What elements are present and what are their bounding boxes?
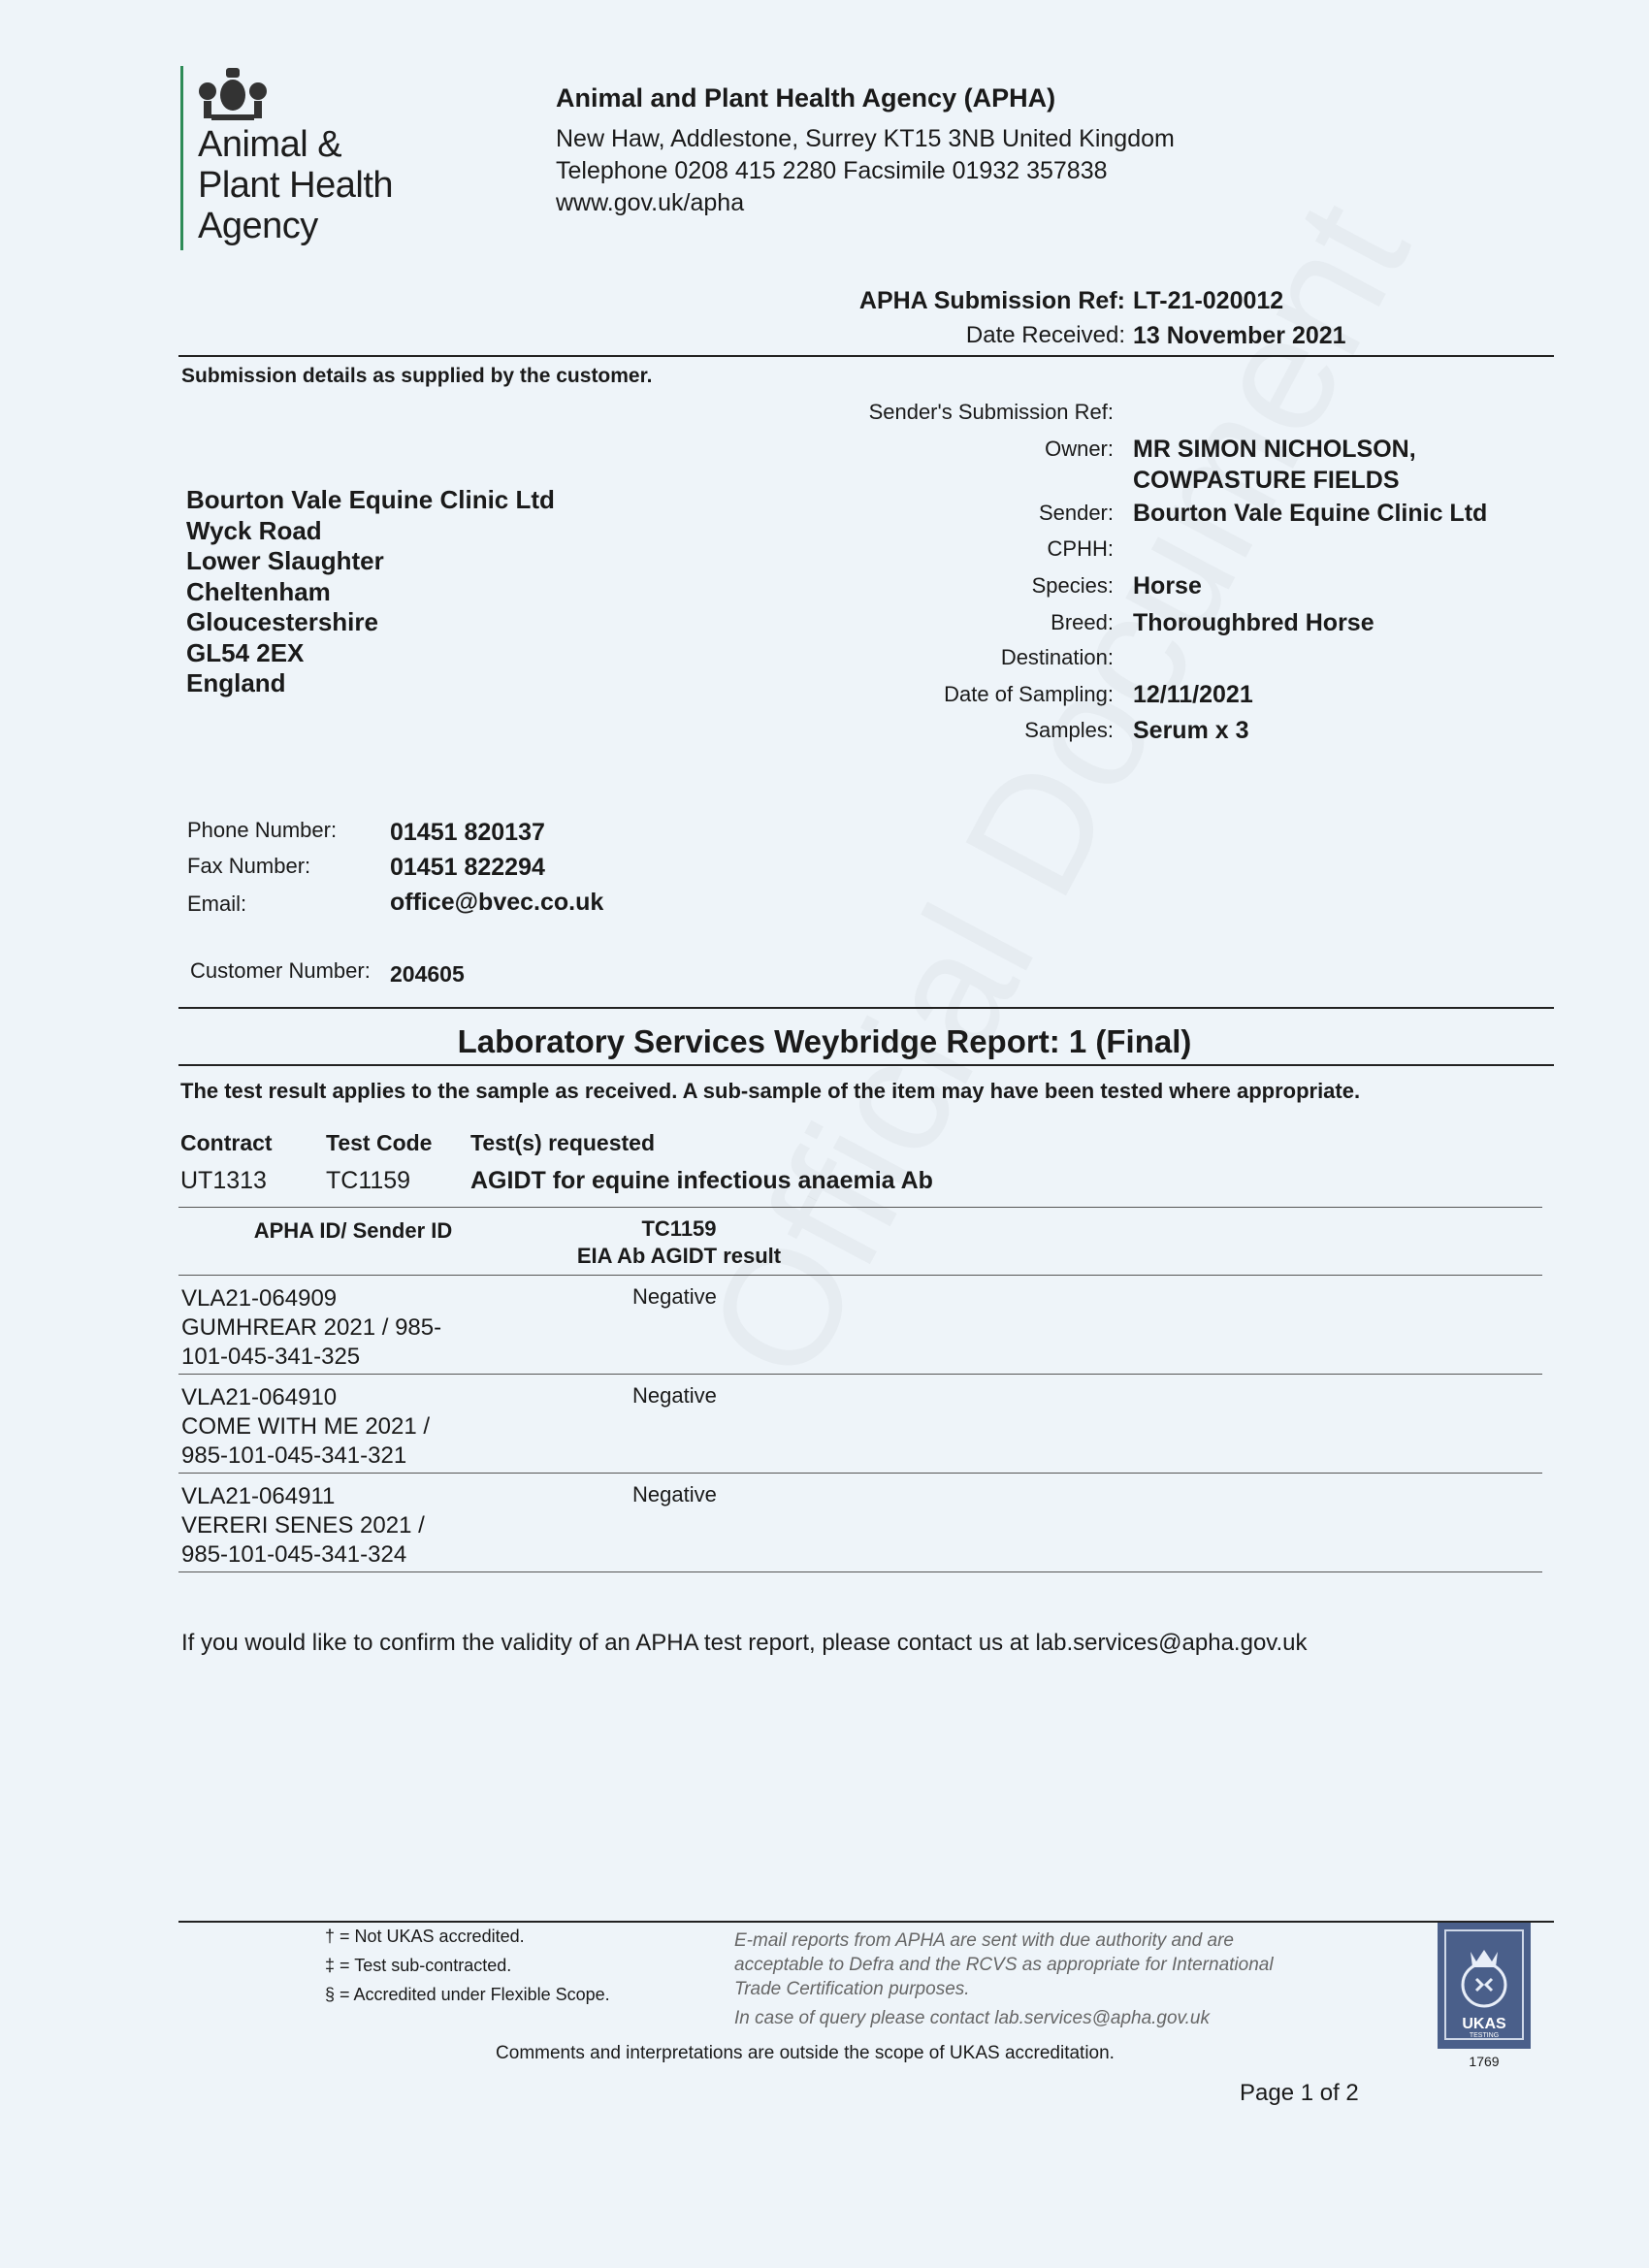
table-rule: [178, 1275, 1542, 1276]
breed-label: Breed:: [1051, 610, 1114, 634]
address-line: Cheltenham: [186, 576, 331, 606]
table-row: [181, 1284, 441, 1372]
footnote-sub-contracted: ‡ = Test sub-contracted.: [325, 1956, 512, 1975]
samples-value: Serum x 3: [1133, 717, 1249, 744]
customer-number-value: 204605: [390, 961, 465, 987]
email-value[interactable]: office@bvec.co.uk: [390, 889, 604, 916]
result-column-code: TC1159: [641, 1216, 717, 1241]
agency-website[interactable]: www.gov.uk/apha: [556, 189, 745, 216]
ukas-sub: TESTING: [1469, 2032, 1500, 2039]
applies-note: The test result applies to the sample as received. A sub-sample of the item may have been tested where appropriate.: [180, 1079, 1361, 1103]
table-rule: [178, 1374, 1542, 1375]
table-row: [181, 1383, 430, 1471]
footer-query-note: In case of query please contact lab.services@apha.gov.uk: [734, 2008, 1210, 2028]
address-line: Bourton Vale Equine Clinic Ltd: [186, 485, 555, 514]
table-rule: [178, 1571, 1542, 1572]
submission-ref-label: APHA Submission Ref:: [858, 287, 1125, 314]
address-line: GL54 2EX: [186, 637, 305, 667]
logo-line: Plant Health: [198, 165, 394, 206]
sampling-date-value: 12/11/2021: [1133, 681, 1253, 708]
sample-name: GUMHREAR 2021 / 985-: [181, 1314, 442, 1341]
table-row: [181, 1482, 425, 1570]
sample-chip: 985-101-045-341-324: [181, 1541, 407, 1568]
owner-label: Owner:: [1045, 437, 1114, 461]
footer-email-note: [734, 1928, 1274, 2001]
date-received-label: Date Received:: [965, 322, 1125, 348]
header-rule: [178, 355, 1554, 357]
confirm-note: If you would like to confirm the validity of an APHA test report, please contact us at lab.services@apha.gov.uk: [181, 1630, 1308, 1656]
ukas-badge: [1438, 1923, 1531, 2049]
sample-result: Negative: [632, 1284, 717, 1309]
cphh-label: CPHH:: [1047, 536, 1114, 561]
owner-line2: COWPASTURE FIELDS: [1133, 467, 1400, 494]
royal-crest-icon: [194, 62, 272, 124]
sample-chip: 985-101-045-341-321: [181, 1442, 407, 1469]
samples-label: Samples:: [1024, 718, 1114, 742]
sender-value: Bourton Vale Equine Clinic Ltd: [1133, 500, 1488, 527]
report-title: Laboratory Services Weybridge Report: 1 (Final): [457, 1023, 1192, 1059]
sender-label: Sender:: [1038, 501, 1114, 525]
sample-result: Negative: [632, 1482, 717, 1507]
footer-scope-note: Comments and interpretations are outside the scope of UKAS accreditation.: [496, 2043, 1115, 2063]
email-label: Email:: [187, 891, 247, 916]
contract-value: UT1313: [180, 1167, 267, 1194]
footer-note-line: E-mail reports from APHA are sent with due authority and are: [734, 1930, 1234, 1951]
fax-value: 01451 822294: [390, 854, 545, 881]
breed-value: Thoroughbred Horse: [1133, 609, 1374, 636]
test-code-header: Test Code: [326, 1130, 433, 1155]
test-code-value: TC1159: [326, 1167, 411, 1194]
logo-bar: [180, 66, 183, 250]
footer-note-line: acceptable to Defra and the RCVS as appropriate for International: [734, 1955, 1274, 1975]
report-top-rule: [178, 1007, 1554, 1009]
sampling-date-label: Date of Sampling:: [944, 682, 1114, 706]
address-line: Gloucestershire: [186, 607, 378, 636]
sample-id: VLA21-064909: [181, 1285, 338, 1312]
logo-line: Agency: [198, 206, 318, 246]
destination-label: Destination:: [1000, 645, 1114, 669]
agency-name: Animal and Plant Health Agency (APHA): [556, 83, 1056, 113]
logo-line: Animal &: [198, 124, 342, 165]
footer-rule: [178, 1921, 1554, 1923]
date-received-value: 13 November 2021: [1133, 322, 1346, 349]
species-label: Species:: [1031, 573, 1114, 598]
species-value: Horse: [1133, 572, 1202, 599]
sample-id: VLA21-064910: [181, 1384, 338, 1410]
result-column-name: EIA Ab AGIDT result: [576, 1244, 782, 1268]
sample-name: VERERI SENES 2021 /: [181, 1512, 425, 1539]
footnote-not-accredited: † = Not UKAS accredited.: [325, 1927, 525, 1946]
sample-chip: 101-045-341-325: [181, 1344, 361, 1370]
ukas-number: 1769: [1469, 2054, 1500, 2069]
customer-number-label: Customer Number:: [190, 958, 371, 983]
fax-label: Fax Number:: [187, 854, 311, 878]
address-line: Lower Slaughter: [186, 546, 384, 575]
senders-ref-label: Sender's Submission Ref:: [868, 400, 1114, 424]
owner-line1: MR SIMON NICHOLSON,: [1133, 436, 1416, 463]
sample-id: VLA21-064911: [181, 1483, 336, 1509]
submission-ref-value: LT-21-020012: [1133, 287, 1284, 314]
address-line: England: [186, 668, 286, 697]
sample-name: COME WITH ME 2021 /: [181, 1413, 431, 1440]
phone-label: Phone Number:: [187, 818, 338, 842]
tests-requested-header: Test(s) requested: [470, 1130, 656, 1155]
address-line: Wyck Road: [186, 515, 322, 545]
sample-result: Negative: [632, 1383, 717, 1408]
contract-header: Contract: [180, 1130, 273, 1155]
agency-phones: Telephone 0208 415 2280 Facsimile 01932 357838: [556, 157, 1108, 184]
footnote-flexible-scope: § = Accredited under Flexible Scope.: [325, 1985, 610, 2004]
table-rule: [178, 1473, 1542, 1474]
phone-value: 01451 820137: [390, 819, 545, 846]
agency-address: New Haw, Addlestone, Surrey KT15 3NB United Kingdom: [556, 125, 1175, 152]
tests-requested-value: AGIDT for equine infectious anaemia Ab: [470, 1167, 933, 1194]
report-bottom-rule: [178, 1064, 1554, 1066]
table-rule: [178, 1207, 1542, 1208]
agency-logo-text: [198, 124, 393, 246]
id-column-header: APHA ID/ Sender ID: [253, 1218, 453, 1243]
customer-address: [186, 485, 555, 699]
footer-note-line: Trade Certification purposes.: [734, 1979, 970, 1999]
page-number: Page 1 of 2: [1240, 2080, 1359, 2106]
ukas-text: UKAS: [1462, 2016, 1506, 2032]
submission-note: Submission details as supplied by the customer.: [181, 365, 653, 387]
